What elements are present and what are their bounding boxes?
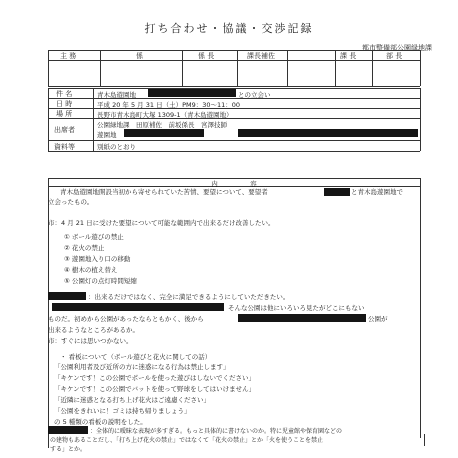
content-item-3: ③ 遊園地入り口の移動 [64, 255, 131, 263]
content-line-23: する」とか。 [50, 446, 87, 453]
content-line-2: 立会ったもの。 [48, 198, 94, 206]
content-line-16: 「キケンです！この公園でボールを使った遊びはしないでください」 [54, 374, 256, 382]
subject-label: 件 名 [56, 90, 73, 98]
materials-label: 資料等 [54, 143, 75, 151]
redaction-bar [238, 129, 418, 137]
content-line-17: 「キケンです！この公園でバットを使って野球をしてはいけません」 [54, 385, 256, 393]
content-line-20: の 5 種類の看板の説明をした。 [54, 418, 147, 426]
attendees-line1: 公園緑地課 田原補佐 前坂係長 宮澤技師 [97, 121, 227, 129]
content-line-19: 「公園をきれいに！ゴミは持ち帰りましょう」 [54, 407, 191, 415]
content-line-11-pre: ものだ。初めから公園があったならともかく、後から [48, 315, 204, 323]
header-shumu: 主 務 [60, 52, 77, 60]
content-line-13: 市：すぐには思いつかない。 [48, 337, 133, 345]
attendees-line2-prefix: 遊園地 [97, 131, 117, 139]
margin-mark [424, 434, 425, 446]
content-line-21: ：全体的に曖昧な表現が多すぎる。もっと具体的に書けないのか。特に児童館や保育園などの [90, 428, 343, 435]
content-line-1-post: と青木島遊園地で [351, 188, 403, 196]
redaction-bar [48, 426, 88, 434]
redaction-bar [324, 188, 350, 196]
content-line-11-post: 公園が [368, 315, 388, 323]
content-line-22: の建物もあることだし、「打ち上げ花火の禁止」ではなくて「花火の禁止」とか「火を使うことを禁止 [50, 437, 324, 444]
content-line-9: ：出来るだけではなく、完全に満足できるようにしていただきたい。 [88, 293, 290, 301]
content-line-18: 「近隣に迷惑となる打ち上げ花火はご遠慮ください」 [54, 396, 210, 404]
header-bucho: 部 長 [386, 52, 403, 60]
content-line-1-pre: 青木島遊園地開設当初から寄せられていた苦情、要望について、要望者 [60, 188, 268, 196]
subject-value-prefix: 青木島遊園地 [97, 91, 136, 99]
redaction-bar [148, 89, 236, 97]
content-line-3: 市：4 月 21 日に受けた要望について可能な範囲内で出来るだけ改善したい。 [48, 219, 275, 227]
redaction-bar [238, 314, 366, 322]
content-line-14: ・ 看板について（ボール遊びと花火に関しての話） [60, 353, 212, 361]
content-header: 内 容 [211, 180, 257, 188]
materials-value: 別紙のとおり [97, 143, 136, 151]
content-line-12: 出来るようなところがあるか。 [48, 326, 139, 334]
header-kakari: 係 [136, 52, 143, 60]
content-item-2: ② 花火の禁止 [64, 244, 105, 252]
header-kacho: 課 長 [340, 52, 357, 60]
content-item-1: ① ボール遊びの禁止 [64, 233, 124, 241]
document-title: 打ち合わせ・協議・交渉記録 [144, 22, 314, 35]
content-line-15: 「公園利用者及び近所の方に迷惑になる行為は禁止します」 [54, 363, 230, 371]
content-item-5: ⑤ 公園灯の点灯時間短縮 [64, 277, 137, 285]
datetime-label: 日 時 [56, 100, 73, 108]
content-item-4: ④ 樹木の植え替え [64, 266, 118, 274]
redaction-bar [52, 303, 224, 311]
redaction-bar [124, 129, 204, 137]
header-kakaricho: 係 長 [198, 52, 215, 60]
place-value: 長野市青木島町大塚 1309-1（青木島遊園地） [97, 111, 233, 119]
place-label: 場 所 [56, 110, 73, 118]
attendees-label: 出席者 [54, 126, 75, 134]
redaction-bar [48, 292, 86, 300]
header-kachohosa: 課長補佐 [247, 52, 275, 60]
content-line-10: そんな公園は他にいろいろ見たがどこにもない [228, 304, 365, 312]
department-name: 都市整備部公園緑地課 [362, 44, 432, 52]
subject-value-suffix: との立会い [238, 91, 271, 99]
datetime-value: 平成 20 年 5 月 31 日（土）PM9：30～11：00 [97, 101, 241, 109]
